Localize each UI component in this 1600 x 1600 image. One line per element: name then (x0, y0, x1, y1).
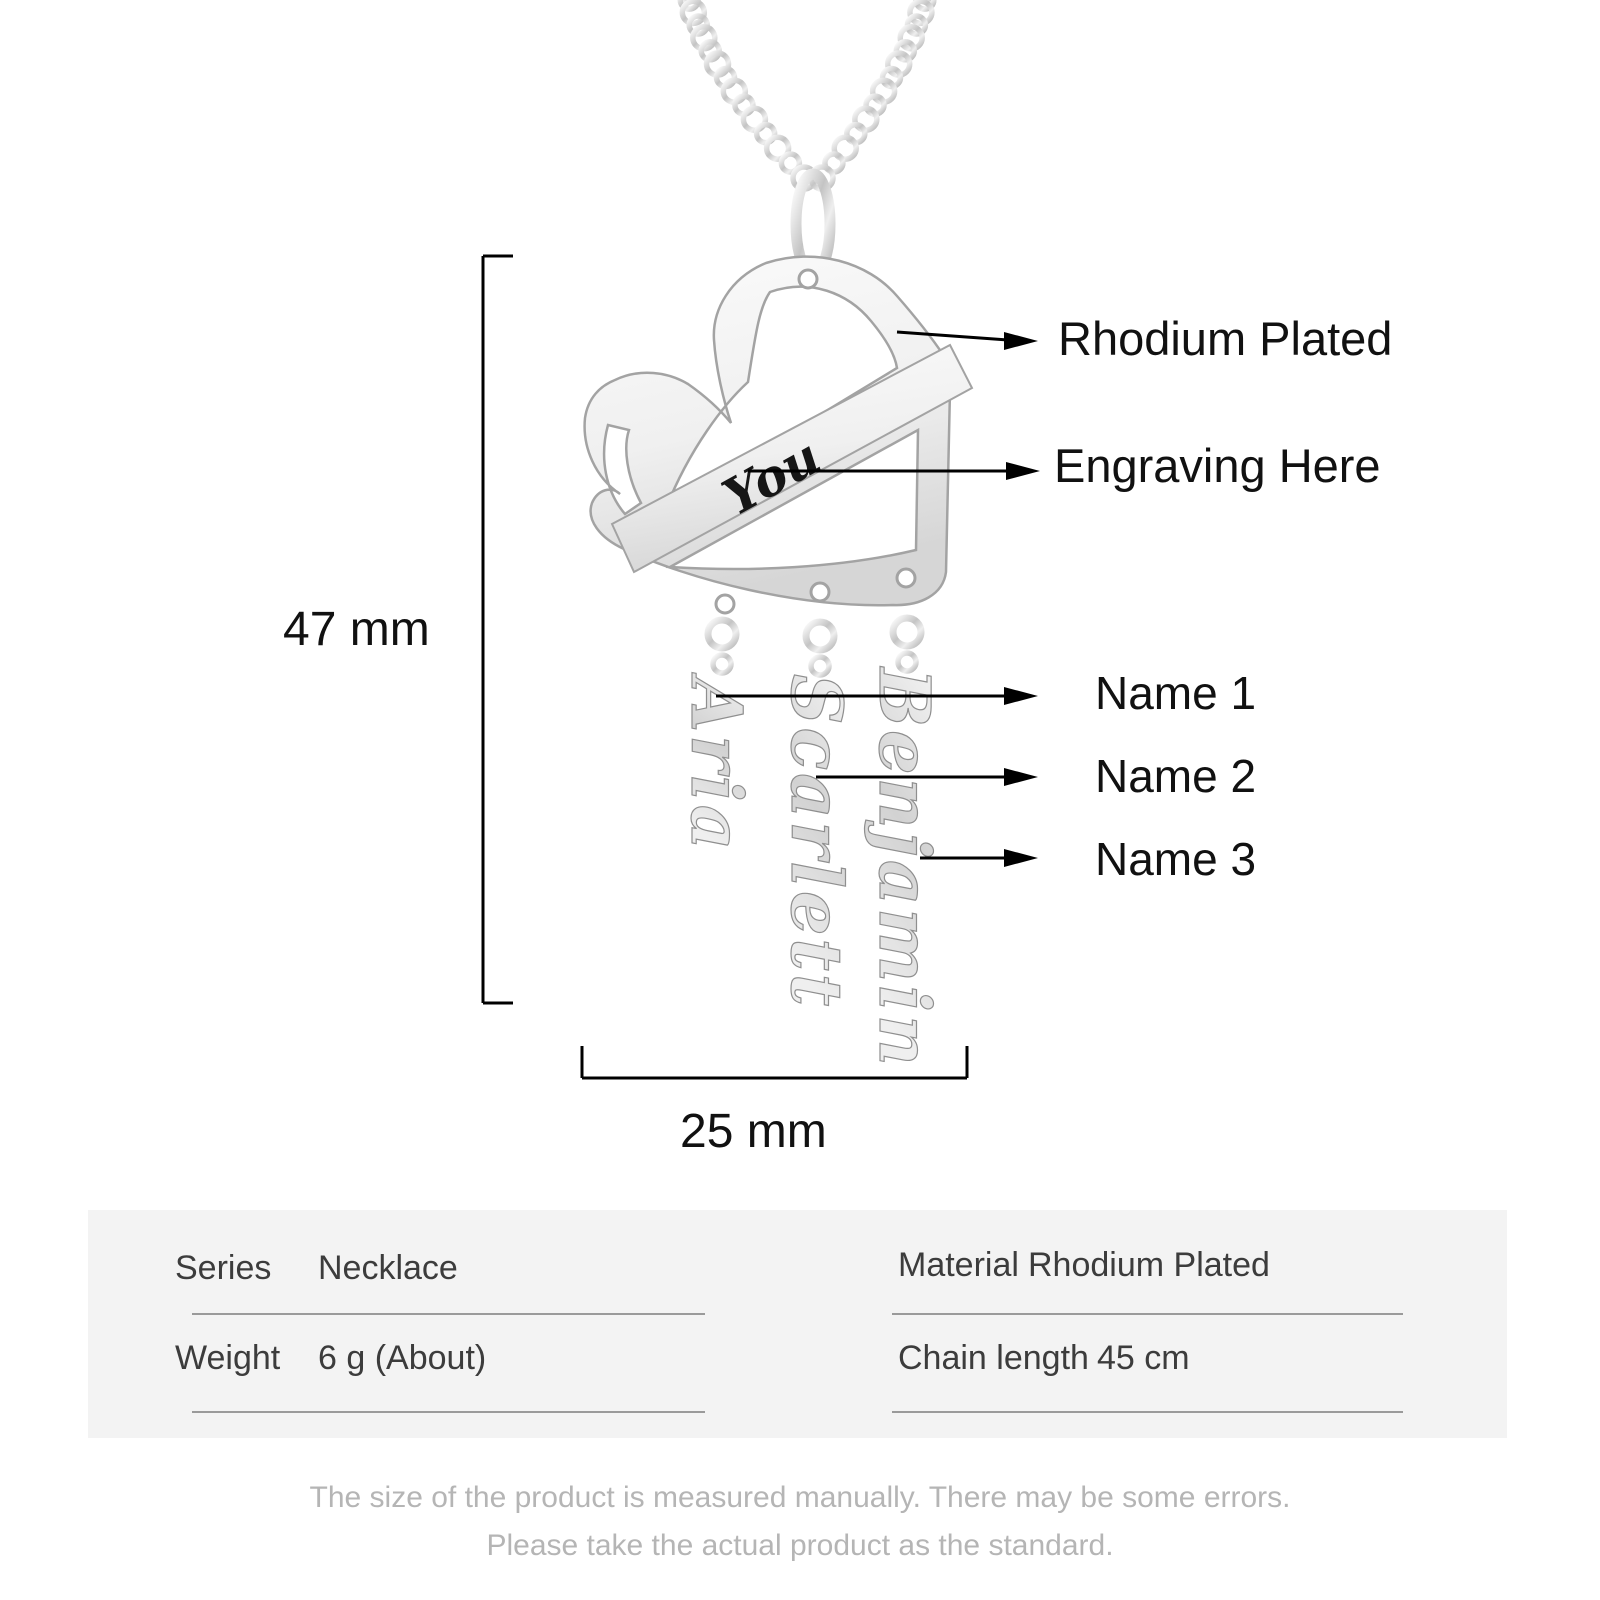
height-bracket (483, 256, 513, 1003)
callout-engraving-label: Engraving Here (1054, 439, 1381, 492)
charm-loop-1 (713, 655, 731, 673)
callout-name1-label: Name 1 (1095, 667, 1257, 719)
callout-name3-label: Name 3 (1095, 833, 1257, 885)
necklace-chain (675, 0, 939, 189)
charm-name-1: Aria (675, 678, 758, 854)
height-dimension-label: 47 mm (283, 603, 430, 656)
disclaimer-line-2: Please take the actual product as the standard. (486, 1529, 1114, 1562)
pendant-hole-1 (716, 595, 734, 613)
charm-name-3: Benjamin (863, 668, 946, 1069)
spec-panel (88, 1210, 1507, 1438)
spec-divider-left-1 (192, 1313, 705, 1315)
spec-chain-length-label: Chain length (898, 1339, 1089, 1377)
spec-material-value: Rhodium Plated (1028, 1246, 1270, 1284)
spec-series-value: Necklace (318, 1249, 458, 1287)
spec-divider-right-2 (892, 1411, 1403, 1413)
jump-ring-1 (708, 620, 736, 648)
spec-divider-right-1 (892, 1313, 1403, 1315)
spec-divider-left-2 (192, 1411, 705, 1413)
engraving-text: You (713, 426, 831, 527)
disclaimer-line-1: The size of the product is measured manually. There may be some errors. (309, 1481, 1291, 1514)
callout-arrowheads (1004, 332, 1040, 867)
pendant-hole-2 (811, 583, 829, 601)
spec-chain-length-value: 45 cm (1097, 1339, 1190, 1377)
callout-plating-label: Rhodium Plated (1058, 312, 1393, 365)
spec-weight-value: 6 g (About) (318, 1339, 487, 1377)
spec-weight-label: Weight (175, 1339, 281, 1377)
pendant-hole-3 (897, 569, 915, 587)
charm-name-2: Scarlett (775, 674, 858, 1010)
spec-series-label: Series (175, 1249, 272, 1287)
width-dimension-label: 25 mm (680, 1105, 827, 1158)
jump-ring-3 (893, 618, 921, 646)
spec-material-label: Material (898, 1246, 1019, 1284)
jump-ring-2 (806, 622, 834, 650)
callout-name2-label: Name 2 (1095, 750, 1257, 802)
pendant-top-hole (799, 270, 817, 288)
charm-loop-2 (811, 657, 829, 675)
